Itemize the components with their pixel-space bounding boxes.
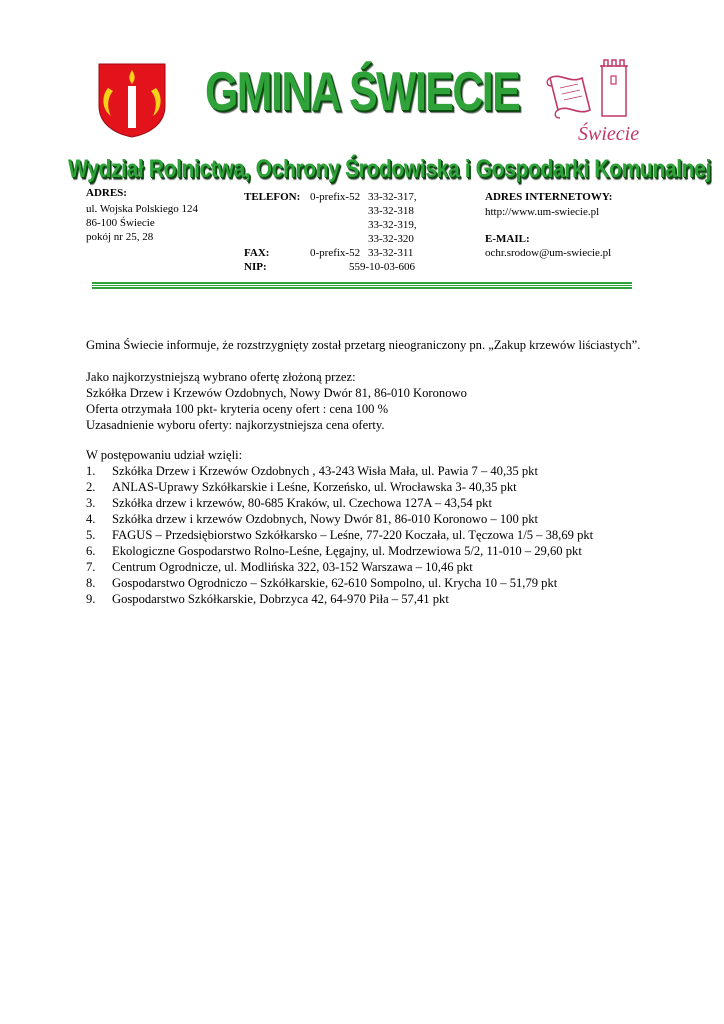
list-item bbox=[86, 527, 686, 543]
body-line: Uzasadnienie wyboru oferty: najkorzystniejsza cena oferty. bbox=[86, 418, 385, 432]
list-item bbox=[86, 575, 686, 591]
contact-block bbox=[0, 187, 724, 271]
email-link[interactable]: ochr.srodow@um-swiecie.pl bbox=[485, 247, 612, 259]
list-number: 7. bbox=[86, 560, 96, 574]
phone-number: 33-32-319, bbox=[368, 219, 417, 231]
address-label: ADRES: bbox=[86, 187, 127, 199]
intro-paragraph: Gmina Świecie informuje, że rozstrzygnięty został przetarg nieograniczony pn. „Zakup krzewów liściastych”. bbox=[86, 338, 641, 352]
address-line: pokój nr 25, 28 bbox=[86, 231, 154, 243]
list-number: 2. bbox=[86, 480, 96, 494]
list-text: Szkółka drzew i krzewów Ozdobnych, Nowy Dwór 81, 86-010 Koronowo – 100 pkt bbox=[112, 512, 539, 526]
list-item bbox=[86, 463, 686, 479]
nip-number: 559-10-03-606 bbox=[349, 261, 415, 271]
phone-prefix: 0-prefix-52 bbox=[310, 191, 361, 203]
coat-of-arms-logo bbox=[97, 62, 167, 138]
list-text: Szkółka Drzew i Krzewów Ozdobnych , 43-243 Wisła Mała, ul. Pawia 7 – 40,35 pkt bbox=[112, 464, 538, 478]
web-label: ADRES INTERNETOWY: bbox=[485, 191, 613, 203]
phone-number: 33-32-318 bbox=[368, 205, 414, 217]
email-label: E-MAIL: bbox=[485, 233, 530, 245]
nip-label: NIP: bbox=[244, 261, 267, 271]
address-line: 86-100 Świecie bbox=[86, 217, 155, 229]
body-line: Jako najkorzystniejszą wybrano ofertę złożoną przez: bbox=[86, 370, 356, 384]
list-text: Szkółka drzew i krzewów, 80-685 Kraków, ul. Czechowa 127A – 43,54 pkt bbox=[112, 496, 492, 510]
header-divider bbox=[92, 287, 632, 289]
list-number: 8. bbox=[86, 576, 96, 590]
header-divider bbox=[92, 285, 632, 286]
list-text: ANLAS-Uprawy Szkółkarskie i Leśne, Korzeńsko, ul. Wrocławska 3- 40,35 pkt bbox=[112, 480, 517, 494]
phone-number: 33-32-317, bbox=[368, 191, 417, 203]
list-item bbox=[86, 479, 686, 495]
list-text: Ekologiczne Gospodarstwo Rolno-Leśne, Łęgajny, ul. Modrzewiowa 5/2, 11-010 – 29,60 pkt bbox=[112, 544, 582, 558]
winning-offer-line: Szkółka Drzew i Krzewów Ozdobnych, Nowy Dwór 81, 86-010 Koronowo bbox=[86, 386, 467, 400]
list-text: FAGUS – Przedsiębiorstwo Szkółkarsko – Leśne, 77-220 Koczała, ul. Tęczowa 1/5 – 38,69 pkt bbox=[112, 528, 594, 542]
address-line: ul. Wojska Polskiego 124 bbox=[86, 203, 198, 215]
list-number: 5. bbox=[86, 528, 96, 542]
list-text: Centrum Ogrodnicze, ul. Modlińska 322, 03-152 Warszawa – 10,46 pkt bbox=[112, 560, 473, 574]
phone-number: 33-32-320 bbox=[368, 233, 414, 245]
participants-heading: W postępowaniu udział wzięli: bbox=[86, 448, 243, 462]
swiecie-town-logo bbox=[540, 48, 640, 148]
town-logo-text: Świecie bbox=[578, 123, 640, 145]
fax-number: 33-32-311 bbox=[368, 247, 414, 259]
list-item bbox=[86, 543, 686, 559]
list-number: 4. bbox=[86, 512, 96, 526]
fax-label: FAX: bbox=[244, 247, 270, 259]
header-divider bbox=[92, 282, 632, 284]
list-item bbox=[86, 559, 686, 575]
list-item bbox=[86, 495, 686, 511]
department-heading: Wydział Rolnictwa, Ochrony Środowiska i Gospodarki Komunalnej bbox=[68, 155, 711, 183]
web-link[interactable]: http://www.um-swiecie.pl bbox=[485, 206, 600, 218]
list-number: 1. bbox=[86, 464, 96, 478]
page-title: GMINA ŚWIECIE bbox=[205, 60, 520, 122]
list-item bbox=[86, 511, 686, 527]
list-item bbox=[86, 591, 686, 607]
list-number: 9. bbox=[86, 592, 96, 606]
body-line: Oferta otrzymała 100 pkt- kryteria oceny ofert : cena 100 % bbox=[86, 402, 389, 416]
list-number: 6. bbox=[86, 544, 96, 558]
list-text: Gospodarstwo Ogrodniczo – Szkółkarskie, 62-610 Sompolno, ul. Krycha 10 – 51,79 pkt bbox=[112, 576, 558, 590]
participants-list bbox=[86, 463, 686, 607]
list-number: 3. bbox=[86, 496, 96, 510]
fax-prefix: 0-prefix-52 bbox=[310, 247, 361, 259]
phone-label: TELEFON: bbox=[244, 191, 301, 203]
list-text: Gospodarstwo Szkółkarskie, Dobrzyca 42, 64-970 Piła – 57,41 pkt bbox=[112, 592, 449, 606]
